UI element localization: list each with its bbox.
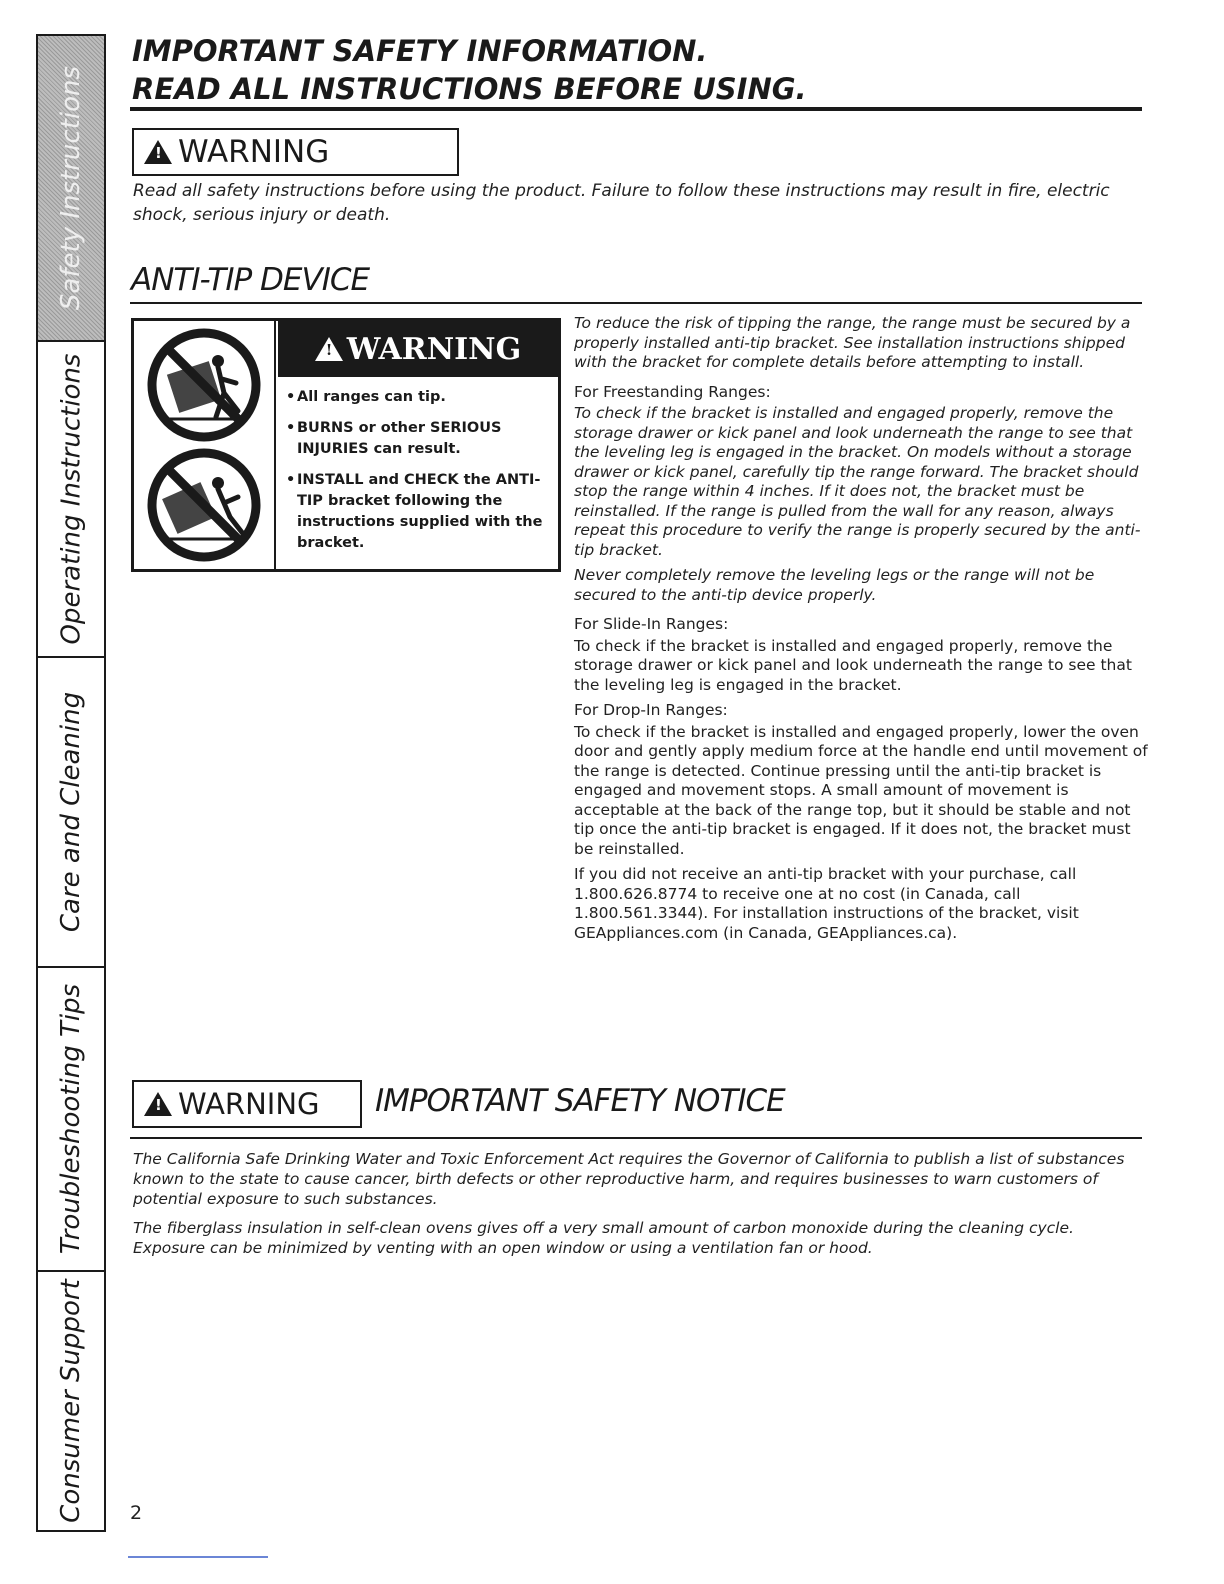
tab-operating-instructions[interactable] xyxy=(38,342,104,658)
page-number: 2 xyxy=(130,1502,143,1524)
anti-tip-warning-label xyxy=(131,318,561,572)
tab-label: Safety Instructions xyxy=(56,65,87,311)
warning-intro-text: Read all safety instructions before using the product. Failure to follow these instructions may result in fire, electric shock, serious injury or death. xyxy=(133,181,1110,225)
tab-label: Operating Instructions xyxy=(56,353,87,645)
label-bullet-list xyxy=(286,387,556,564)
label-warning-header xyxy=(278,321,558,377)
section-sidebar xyxy=(36,34,106,1532)
dropin-text: To check if the bracket is installed and engaged properly, lower the oven door and gently apply medium force at the handle end until movement of the range is detected. Continue pressing until the anti-tip bracket is engaged and movement stops. A small amount of movement is acceptable at the back of the range top, but it should be stable and not tip once the anti-tip bracket is engaged. If it does not, the bracket must be reinstalled. xyxy=(574,722,1148,858)
notice-warning-text: WARNING xyxy=(178,1087,320,1121)
title-line-1: IMPORTANT SAFETY INFORMATION. xyxy=(132,34,708,68)
notice-warning-label xyxy=(132,1080,362,1128)
anti-tip-intro: To reduce the risk of tipping the range, the range must be secured by a properly installed anti-tip bracket. See installation instructions shipped with the bracket for complete details before attempting to install. xyxy=(574,314,1131,371)
tab-safety-instructions[interactable] xyxy=(38,36,104,342)
tab-care-and-cleaning[interactable] xyxy=(38,658,104,968)
list-item: • BURNS or other SERIOUS INJURIES can result. xyxy=(286,418,556,460)
anti-tip-instructions xyxy=(574,314,1149,949)
freestanding-heading: For Freestanding Ranges: xyxy=(574,382,771,401)
contact-text: If you did not receive an anti-tip bracket with your purchase, call 1.800.626.8774 to receive one at no cost (in Canada, call 1.800.561.3344). For installation instructions of the bracket, visit GEAppliances.com (in Canada, GEAppliances.ca). xyxy=(574,865,1079,942)
label-warning-text: WARNING xyxy=(346,331,522,367)
list-item: • INSTALL and CHECK the ANTI-TIP bracket following the instructions supplied with the bracket. xyxy=(286,470,556,554)
warning-label xyxy=(132,128,459,176)
page-title xyxy=(132,32,1142,108)
dropin-heading: For Drop-In Ranges: xyxy=(574,701,728,719)
anti-tip-heading: ANTI-TIP DEVICE xyxy=(131,262,370,298)
warning-text: WARNING xyxy=(178,134,330,170)
slidein-text: To check if the bracket is installed and engaged properly, remove the storage drawer or kick panel and look underneath the range to see that the leveling leg is engaged in the bracket. xyxy=(574,636,1132,694)
anti-tip-rule xyxy=(130,302,1142,304)
notice-paragraph-2: The fiberglass insulation in self-clean ovens gives off a very small amount of carbon monoxide during the cleaning cycle. Exposure can be minimized by venting with an open window or using a ventilation fan or hood. xyxy=(133,1219,1074,1257)
never-remove-text: Never completely remove the leveling legs or the range will not be secured to the anti-tip device properly. xyxy=(574,566,1095,604)
tip-pictograms xyxy=(134,321,276,569)
header-rule xyxy=(130,107,1142,111)
slidein-heading: For Slide-In Ranges: xyxy=(574,615,729,633)
notice-paragraph-1: The California Safe Drinking Water and Toxic Enforcement Act requires the Governor of California to publish a list of substances known to the state to cause cancer, birth defects or other reproductive harm, and requires businesses to warn customers of potential exposure to such substances. xyxy=(133,1150,1125,1208)
footer-divider xyxy=(128,1556,268,1558)
warning-triangle-icon xyxy=(315,337,343,361)
notice-body xyxy=(133,1149,1143,1267)
list-item: • All ranges can tip. xyxy=(286,387,556,408)
tab-label: Care and Cleaning xyxy=(56,691,86,933)
tipping-range-prohibited-icon xyxy=(134,321,274,567)
tab-label: Troubleshooting Tips xyxy=(56,983,87,1255)
warning-triangle-icon xyxy=(144,140,172,164)
tab-troubleshooting-tips[interactable] xyxy=(38,968,104,1272)
freestanding-text: To check if the bracket is installed and engaged properly, remove the storage drawer or kick panel and look underneath the range to see that the leveling leg is engaged in the bracket. On models without a storage drawer or kick panel, carefully tip the range forward. The bracket should stop the range within 4 inches. If it does not, the bracket must be reinstalled. If the range is pulled from the wall for any reason, always repeat this procedure to verify the range is properly secured by the anti-tip bracket. xyxy=(574,404,1141,559)
tab-consumer-support[interactable] xyxy=(38,1272,104,1530)
tab-label: Consumer Support xyxy=(56,1279,86,1523)
notice-rule xyxy=(130,1137,1142,1139)
notice-heading: IMPORTANT SAFETY NOTICE xyxy=(375,1083,785,1119)
title-line-2: READ ALL INSTRUCTIONS BEFORE USING. xyxy=(132,72,807,106)
warning-triangle-icon xyxy=(144,1092,172,1116)
